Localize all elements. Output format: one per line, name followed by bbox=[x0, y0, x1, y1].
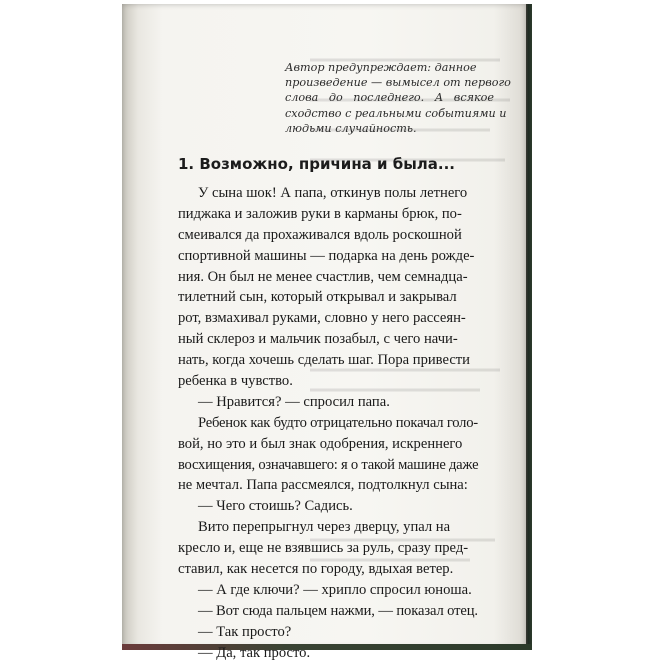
text-line: восхищения, означавшего: я о такой машине даже bbox=[178, 456, 479, 473]
text-line: спортивной машины — подарка на день рожде- bbox=[178, 247, 475, 264]
text-line: не мечтал. Папа рассмеялся, подтолкнул сына: bbox=[178, 477, 468, 494]
text-line: Ребенок как будто отрицательно покачал голо- bbox=[198, 414, 478, 431]
text-line: — Вот сюда пальцем нажми, — показал отец. bbox=[198, 602, 478, 619]
text-line: вой, но это и был знак одобрения, искреннего bbox=[178, 435, 463, 452]
text-line: смеивался да прохаживался вдоль роскошной bbox=[178, 226, 462, 243]
text-line: нать, когда хочешь сделать шаг. Пора привести bbox=[178, 352, 470, 369]
text-line: — Чего стоишь? Садись. bbox=[198, 498, 353, 515]
epigraph-line: людьми случайность. bbox=[285, 121, 417, 135]
epigraph-line: Автор предупреждает: данное bbox=[285, 61, 477, 74]
epigraph bbox=[285, 60, 511, 136]
epigraph-line: произведение — вымысел от первого bbox=[285, 76, 511, 90]
text-line: ния. Он был не менее счастлив, чем семнадца- bbox=[178, 268, 468, 285]
chapter-title: 1. Возможно, причина и была... bbox=[178, 155, 455, 173]
text-line: пиджака и заложив руки в карманы брюк, по- bbox=[178, 205, 462, 222]
chapter-body bbox=[178, 183, 478, 663]
book-cover-edge bbox=[526, 4, 532, 648]
text-line: — А где ключи? — хрипло спросил юноша. bbox=[198, 581, 472, 598]
text-line: — Так просто? bbox=[198, 623, 292, 640]
text-line: Вито перепрыгнул через дверцу, упал на bbox=[198, 519, 451, 536]
text-line: ставил, как несется по городу, вдыхая ветер. bbox=[178, 561, 454, 578]
text-line: ный склероз и мальчик позабыл, с чего начи- bbox=[178, 331, 458, 348]
text-line: У сына шок! А папа, откинув полы летнего bbox=[198, 185, 468, 201]
text-line: тилетний сын, который открывал и закрывал bbox=[178, 289, 457, 306]
text-line: кресло и, еще не взявшись за руль, сразу пред- bbox=[178, 540, 469, 557]
epigraph-line: слова до последнего. А всякое bbox=[285, 91, 495, 105]
text-line: — Нравится? — спросил папа. bbox=[198, 393, 390, 410]
text-line: рот, взмахивал руками, словно у него рассеян- bbox=[178, 310, 466, 327]
epigraph-line: сходство с реальными событиями и bbox=[285, 106, 507, 120]
text-line: — Да, так просто. bbox=[198, 644, 311, 661]
text-line: ребенка в чувство. bbox=[178, 373, 293, 390]
